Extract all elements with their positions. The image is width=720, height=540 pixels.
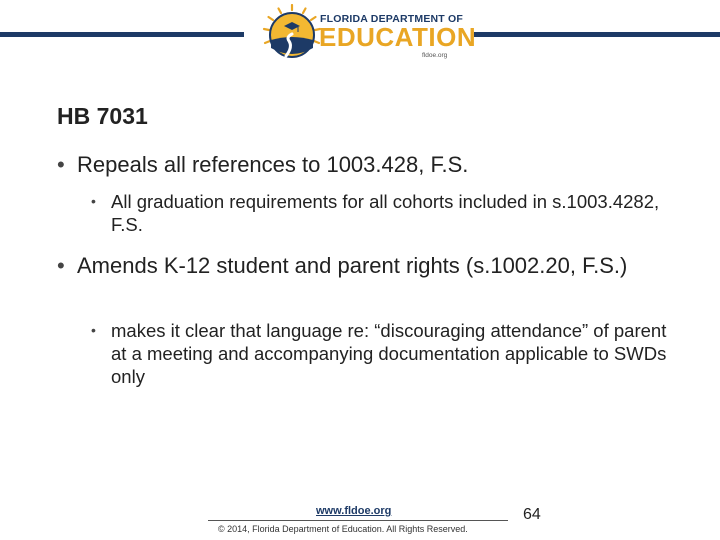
page-number: 64 — [523, 506, 541, 523]
bullet-dot: • — [57, 253, 65, 278]
header-rule-right — [474, 32, 720, 37]
footer-divider — [208, 520, 508, 521]
bullet-1-sub-1 — [91, 190, 681, 236]
bullet-1-sub-1-text: All graduation requirements for all cohorts included in s.1003.4282, F.S. — [111, 191, 660, 235]
logo-url-text: fldoe.org — [422, 52, 448, 59]
fldoe-logo — [262, 4, 477, 66]
bullet-2 — [57, 253, 677, 279]
footer-copyright: © 2014, Florida Department of Education. All Rights Reserved. — [218, 524, 468, 534]
bullet-2-sub-1-text: makes it clear that language re: “discouraging attendance” of parent at a meeting and accompanying documentation applicable to SWDs only — [111, 320, 667, 387]
bullet-dot: • — [57, 152, 65, 177]
header-rule-left — [0, 32, 244, 37]
footer-website-link[interactable]: www.fldoe.org — [316, 505, 392, 517]
logo-education-text: EDUCATION — [319, 22, 477, 52]
sub-bullet-dot: • — [91, 322, 96, 338]
sub-bullet-dot: • — [91, 193, 96, 209]
bullet-1-text: Repeals all references to 1003.428, F.S. — [77, 152, 469, 177]
bullet-1 — [57, 152, 677, 178]
bullet-2-sub-1 — [91, 319, 681, 388]
bullet-2-text: Amends K-12 student and parent rights (s.1002.20, F.S.) — [77, 253, 628, 278]
logo-department-text: FLORIDA DEPARTMENT OF — [320, 13, 464, 25]
slide-title: HB 7031 — [57, 103, 148, 129]
sun-emblem-icon — [262, 4, 322, 66]
